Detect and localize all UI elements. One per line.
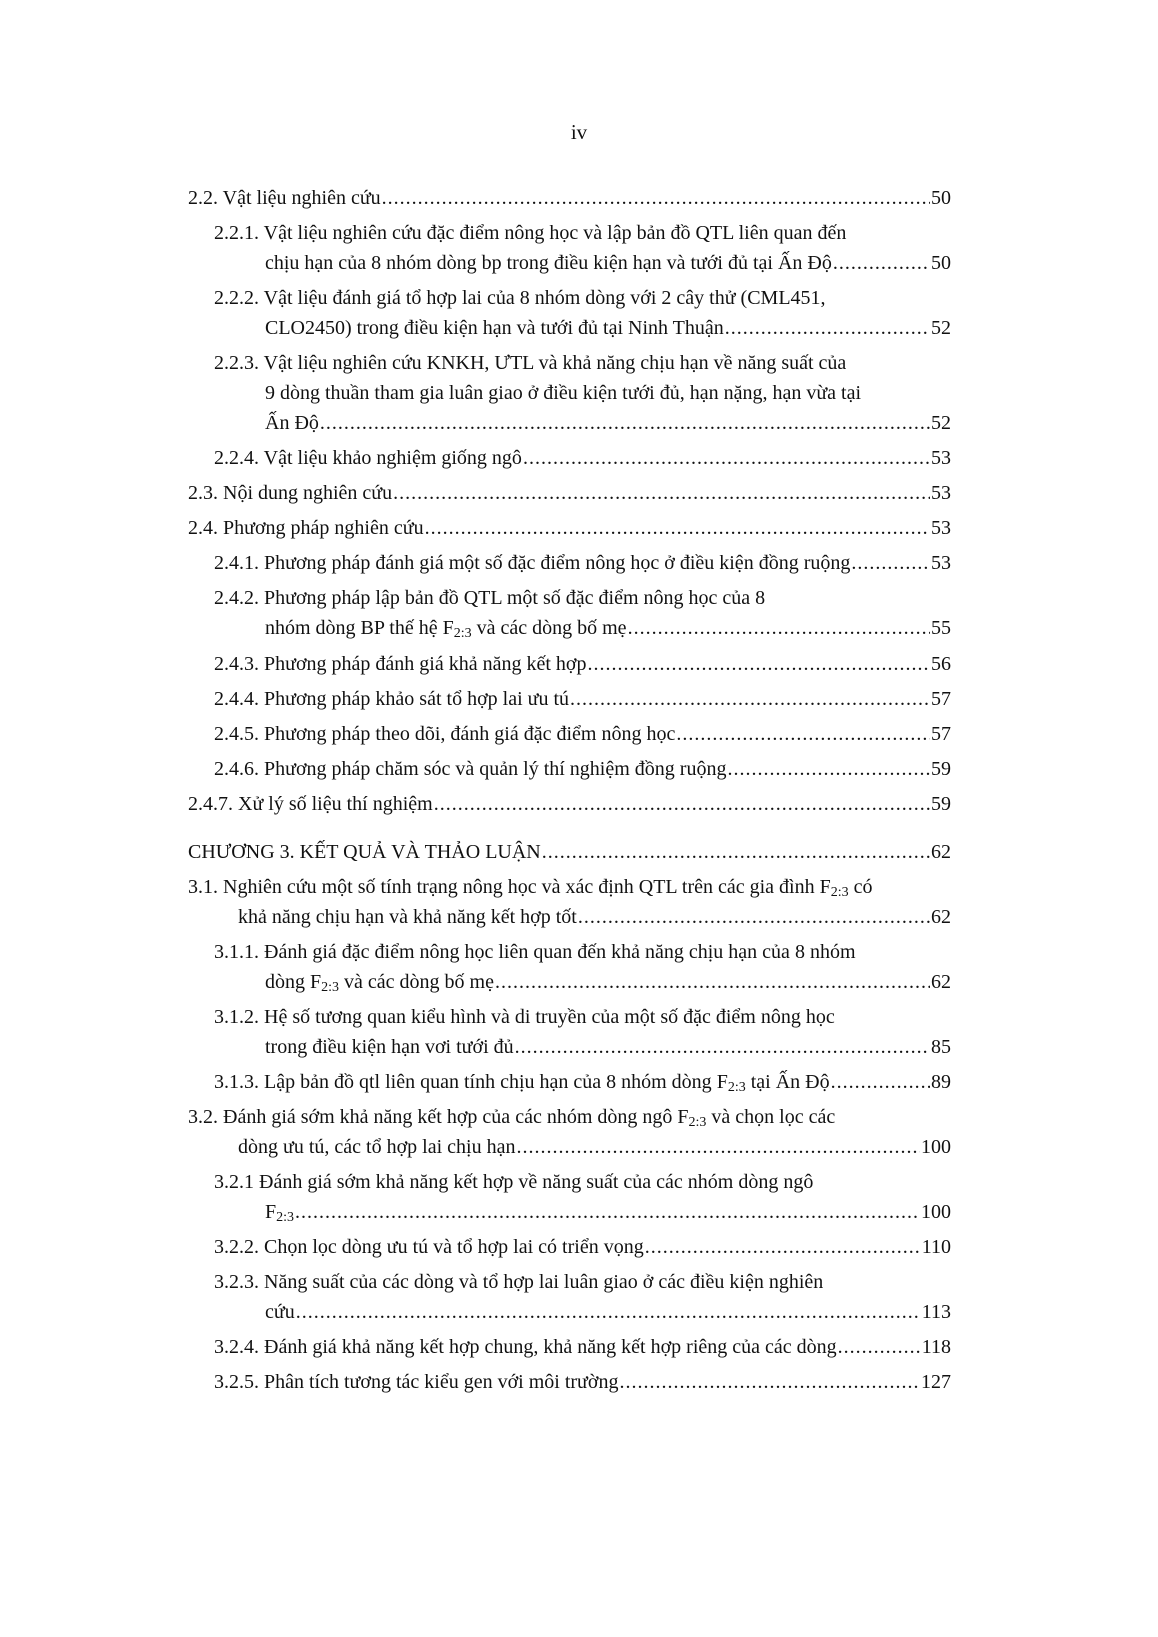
toc-entry-title: dòng ưu tú, các tổ hợp lai chịu hạn xyxy=(238,1136,516,1158)
toc-entry-title: 2.4.7. Xử lý số liệu thí nghiệm xyxy=(188,793,433,815)
toc-leader-dots xyxy=(495,972,930,992)
toc-leader-dots xyxy=(295,1202,920,1222)
toc-entry-title: 2.4.6. Phương pháp chăm sóc và quản lý thí nghiệm đồng ruộng xyxy=(214,758,727,780)
toc-entry-title: 3.2.5. Phân tích tương tác kiểu gen với môi trường xyxy=(214,1371,619,1393)
toc-entry-page: 53 xyxy=(931,447,951,469)
toc-entry-title: 2.2.3. Vật liệu nghiên cứu KNKH, ƯTL và khả năng chịu hạn về năng suất của xyxy=(214,352,847,374)
toc-leader-dots xyxy=(578,907,930,927)
toc-entry-title: chịu hạn của 8 nhóm dòng bp trong điều kiện hạn và tưới đủ tại Ấn Độ xyxy=(265,252,832,274)
toc-entry-page: 62 xyxy=(931,906,951,928)
toc-entry-title: dòng $F_{2:3}$ và các dòng bố mẹ xyxy=(265,971,494,995)
toc-entry-title: nhóm dòng BP thế hệ $F_{2:3}$ và các dòng bố mẹ xyxy=(265,617,627,641)
toc-entry-page: 127 xyxy=(921,1371,951,1393)
toc-entry-title: 2.4. Phương pháp nghiên cứu xyxy=(188,517,424,539)
toc-entry-title: cứu xyxy=(265,1301,295,1323)
toc-entry-title: 2.4.1. Phương pháp đánh giá một số đặc điểm nông học ở điều kiện đồng ruộng xyxy=(214,552,851,574)
toc-leader-dots xyxy=(515,1037,930,1057)
toc-entry-page: 57 xyxy=(931,688,951,710)
toc-entry-title: 3.2.4. Đánh giá khả năng kết hợp chung, khả năng kết hợp riêng của các dòng xyxy=(214,1336,837,1358)
toc-leader-dots xyxy=(831,1072,930,1092)
toc-entry-page: 55 xyxy=(931,617,951,639)
toc-entry-page: 56 xyxy=(931,653,951,675)
toc-entry-title: 9 dòng thuần tham gia luân giao ở điều kiện tưới đủ, hạn nặng, hạn vừa tại xyxy=(265,382,862,404)
toc-entry-title: Ấn Độ xyxy=(265,412,319,434)
toc-entry-page: 50 xyxy=(931,187,951,209)
toc-entry-page: 85 xyxy=(931,1036,951,1058)
toc-entry-page: 118 xyxy=(921,1336,951,1358)
toc-entry-title: $F_{2:3}$ xyxy=(265,1201,295,1225)
toc-leader-dots xyxy=(588,654,931,674)
toc-entry-page: 53 xyxy=(931,517,951,539)
toc-leader-dots xyxy=(628,618,930,638)
toc-entry-title: 2.2.1. Vật liệu nghiên cứu đặc điểm nông học và lập bản đồ QTL liên quan đến xyxy=(214,222,847,244)
toc-entry-page: 113 xyxy=(921,1301,951,1323)
toc-entry-page: 57 xyxy=(931,723,951,745)
toc-entry-title: 2.2.2. Vật liệu đánh giá tổ hợp lai của 8 nhóm dòng với 2 cây thử (CML451, xyxy=(214,287,826,309)
toc-entry-title: 2.4.5. Phương pháp theo dõi, đánh giá đặc điểm nông học xyxy=(214,723,676,745)
toc-entry-page: 100 xyxy=(921,1201,951,1223)
toc-entry-page: 100 xyxy=(921,1136,951,1158)
toc-entry-title: 3.1.1. Đánh giá đặc điểm nông học liên quan đến khả năng chịu hạn của 8 nhóm xyxy=(214,941,856,963)
toc-entry-page: 52 xyxy=(931,317,951,339)
toc-leader-dots xyxy=(320,413,930,433)
toc-entry-title: 2.4.3. Phương pháp đánh giá khả năng kết hợp xyxy=(214,653,587,675)
toc-leader-dots xyxy=(570,689,930,709)
toc-entry-title: 3.1.2. Hệ số tương quan kiểu hình và di truyền của một số đặc điểm nông học xyxy=(214,1006,835,1028)
toc-leader-dots xyxy=(619,1372,920,1392)
toc-leader-dots xyxy=(725,318,930,338)
toc-entry-page: 50 xyxy=(931,252,951,274)
toc-entry-title: trong điều kiện hạn vơi tưới đủ xyxy=(265,1036,514,1058)
toc-entry-page: 59 xyxy=(931,793,951,815)
toc-leader-dots xyxy=(645,1237,921,1257)
toc-entry-title: 3.1. Nghiên cứu một số tính trạng nông học và xác định QTL trên các gia đình $F_{2:3}$ có xyxy=(188,876,873,900)
toc-entry-title: 2.2. Vật liệu nghiên cứu xyxy=(188,187,381,209)
toc-leader-dots xyxy=(382,188,930,208)
toc-leader-dots xyxy=(296,1302,921,1322)
toc-entry-title: 3.2. Đánh giá sớm khả năng kết hợp của các nhóm dòng ngô $F_{2:3}$ và chọn lọc các xyxy=(188,1106,836,1130)
toc-entry-page: 59 xyxy=(931,758,951,780)
toc-entry-page: 62 xyxy=(931,971,951,993)
toc-leader-dots xyxy=(727,759,930,779)
toc-entry-page: 62 xyxy=(931,841,951,863)
toc-leader-dots xyxy=(838,1337,921,1357)
toc-entry-title: 3.2.2. Chọn lọc dòng ưu tú và tổ hợp lai có triển vọng xyxy=(214,1236,644,1258)
toc-leader-dots xyxy=(851,553,930,573)
toc-leader-dots xyxy=(523,448,930,468)
toc-entry-title: 2.2.4. Vật liệu khảo nghiệm giống ngô xyxy=(214,447,522,469)
toc-leader-dots xyxy=(542,842,930,862)
toc-leader-dots xyxy=(676,724,930,744)
toc-entry-title: CHƯƠNG 3. KẾT QUẢ VÀ THẢO LUẬN xyxy=(188,841,541,863)
toc-entry-title: 2.4.4. Phương pháp khảo sát tổ hợp lai ưu tú xyxy=(214,688,570,710)
toc-entry-page: 110 xyxy=(921,1236,951,1258)
toc-entry-title: 3.2.1 Đánh giá sớm khả năng kết hợp về năng suất của các nhóm dòng ngô xyxy=(214,1171,814,1193)
toc-entry-title: 2.4.2. Phương pháp lập bản đồ QTL một số đặc điểm nông học của 8 xyxy=(214,587,766,609)
toc-entry-page: 53 xyxy=(931,552,951,574)
toc-leader-dots xyxy=(516,1137,920,1157)
toc-entry-page: 52 xyxy=(931,412,951,434)
page-number: iv xyxy=(570,120,588,144)
toc-leader-dots xyxy=(434,794,930,814)
toc-leader-dots xyxy=(393,483,930,503)
toc-entry-title: CLO2450) trong điều kiện hạn và tưới đủ tại Ninh Thuận xyxy=(265,317,724,339)
toc-leader-dots xyxy=(833,253,930,273)
toc-leader-dots xyxy=(425,518,930,538)
toc-entry-title: 2.3. Nội dung nghiên cứu xyxy=(188,482,393,504)
toc-entry-page: 89 xyxy=(931,1071,951,1093)
toc-entry-title: khả năng chịu hạn và khả năng kết hợp tốt xyxy=(238,906,577,928)
toc-entry-title: 3.2.3. Năng suất của các dòng và tổ hợp lai luân giao ở các điều kiện nghiên xyxy=(214,1271,824,1293)
toc-entry-page: 53 xyxy=(931,482,951,504)
toc-entry-title: 3.1.3. Lập bản đồ qtl liên quan tính chịu hạn của 8 nhóm dòng $F_{2:3}$ tại Ấn Độ xyxy=(214,1071,830,1095)
